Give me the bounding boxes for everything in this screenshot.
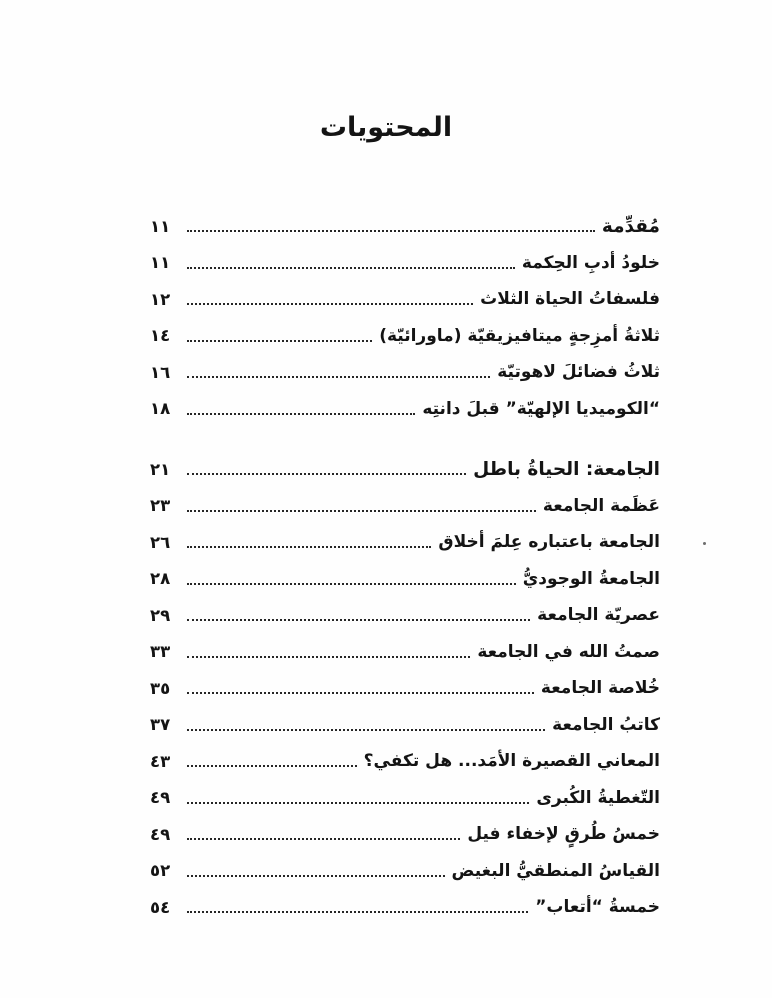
toc-entry-label: الجامعة: الحياةُ باطل: [473, 458, 660, 480]
toc-leader-dots: [187, 656, 470, 658]
toc-leader-dots: [187, 911, 528, 913]
toc-leader-dots: [187, 838, 460, 840]
toc-entry-page: ٢١: [150, 459, 171, 479]
toc-entry-page: ٢٣: [150, 496, 171, 516]
toc-entry-page: ٢٩: [150, 605, 171, 625]
toc-entry: [150, 670, 660, 707]
scan-speck: [703, 542, 706, 545]
toc-leader-dots: [187, 875, 445, 877]
toc-entry-page: ١٤: [150, 326, 171, 346]
toc-entry-page: ٣٥: [150, 678, 171, 698]
toc-entry-page: ١٦: [150, 362, 171, 382]
toc-entry-label: عَظَمة الجامعة: [542, 495, 660, 516]
toc-entry: [150, 488, 660, 525]
toc-entry-label: عصريّة الجامعة: [537, 605, 660, 626]
toc-entry-label: ثلاثُ فضائلَ لاهوتيّة: [497, 362, 660, 383]
toc-leader-dots: [187, 413, 415, 415]
toc-entry-label: كاتبُ الجامعة: [552, 714, 660, 735]
toc-entry-label: صمتُ الله في الجامعة: [477, 641, 660, 662]
toc-leader-dots: [187, 583, 516, 585]
toc-entry-page: ١٨: [150, 399, 171, 419]
toc-entry: [150, 561, 660, 598]
toc-entry-page: ٣٣: [150, 642, 171, 662]
toc-entry: [150, 780, 660, 817]
toc-leader-dots: [187, 340, 372, 342]
toc-leader-dots: [187, 765, 357, 767]
toc-entry-page: ٤٩: [150, 824, 171, 844]
toc-entry-label: التّغطيةُ الكُبرى: [536, 787, 660, 808]
toc-entry: [150, 451, 660, 488]
toc-entry: [150, 208, 660, 245]
toc-entry-label: المعاني القصيرة الأمَد... هل تكفي؟: [363, 751, 660, 772]
toc-leader-dots: [187, 692, 534, 694]
toc-entry: [150, 281, 660, 318]
toc-entry-label: فلسفاتُ الحياة الثلاث: [480, 289, 660, 310]
toc-entry: [150, 354, 660, 391]
toc-entry-page: ٤٩: [150, 788, 171, 808]
toc-entry: [150, 634, 660, 671]
toc-leader-dots: [187, 230, 595, 232]
page-title: المحتويات: [319, 112, 453, 143]
toc-leader-dots: [187, 802, 529, 804]
toc-leader-dots: [187, 510, 536, 512]
toc-entry-page: ١١: [150, 216, 171, 236]
toc-entry-label: خمسةُ “أتعاب”: [535, 897, 660, 918]
toc-leader-dots: [187, 303, 473, 305]
toc-list: [150, 208, 660, 926]
toc-entry: [150, 391, 660, 428]
toc-entry: [150, 853, 660, 890]
toc-entry-page: ٢٦: [150, 532, 171, 552]
toc-entry-page: ٣٧: [150, 715, 171, 735]
toc-entry-label: خمسُ طُرقٍ لإخفاء فيل: [467, 824, 660, 845]
toc-entry-page: ٤٣: [150, 751, 171, 771]
toc-leader-dots: [187, 267, 515, 269]
toc-entry-label: الجامعة باعتباره عِلمَ أخلاق: [438, 532, 660, 553]
toc-entry-label: مُقدِّمة: [601, 215, 660, 237]
toc-entry-page: ١١: [150, 253, 171, 273]
toc-entry: [150, 245, 660, 282]
toc-entry-page: ١٢: [150, 289, 171, 309]
toc-entry-label: ثلاثةُ أمزِجةٍ ميتافيزيقيّة (ماورائيّة): [379, 325, 660, 346]
toc-leader-dots: [187, 729, 545, 731]
toc-entry-label: “الكوميديا الإلهيّة” قبلَ دانتِه: [422, 398, 660, 419]
toc-leader-dots: [187, 376, 490, 378]
toc-entry: [150, 318, 660, 355]
toc-entry-label: القياسُ المنطقيُّ البغيض: [451, 860, 660, 881]
toc-entry: [150, 889, 660, 926]
toc-leader-dots: [187, 546, 431, 548]
toc-leader-dots: [187, 619, 530, 621]
toc-entry-page: ٥٢: [150, 861, 171, 881]
toc-entry: [150, 707, 660, 744]
toc-entry: [150, 743, 660, 780]
toc-entry: [150, 524, 660, 561]
toc-entry: [150, 816, 660, 853]
toc-entry-page: ٥٤: [150, 897, 171, 917]
toc-leader-dots: [187, 473, 466, 475]
toc-entry-page: ٢٨: [150, 569, 171, 589]
toc-entry-label: خلودُ أدبِ الحِكمة: [521, 252, 660, 273]
toc-entry-label: خُلاصة الجامعة: [540, 678, 660, 699]
toc-entry: [150, 597, 660, 634]
toc-entry-label: الجامعةُ الوجوديُّ: [522, 568, 660, 589]
